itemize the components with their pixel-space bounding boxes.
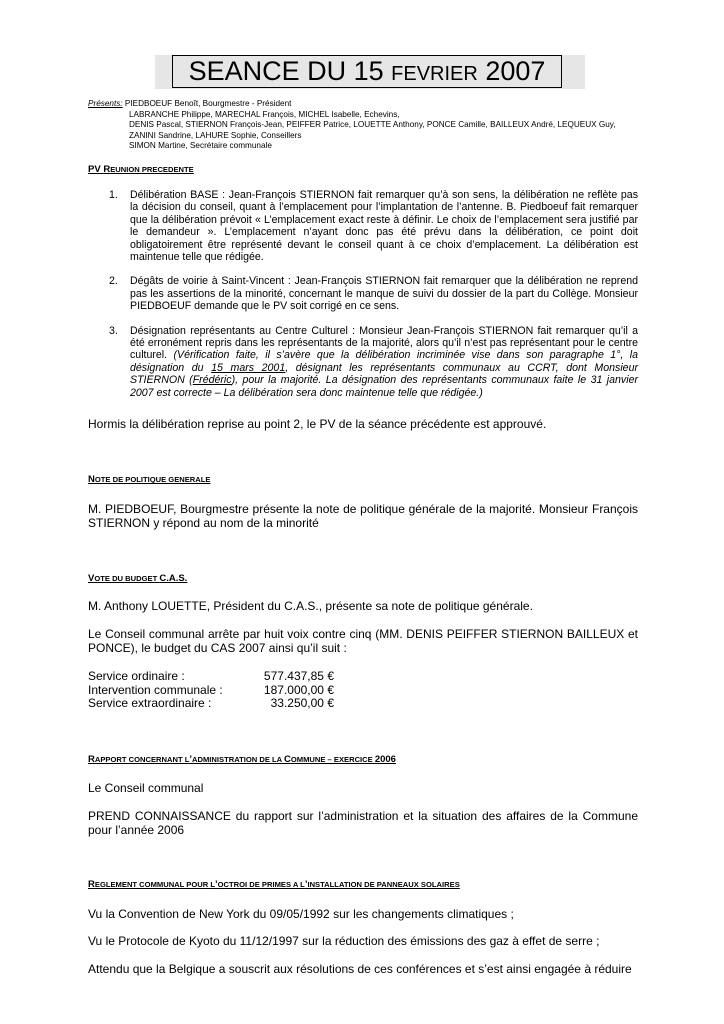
reglement-paragraph-3: Attendu que la Belgique a souscrit aux résolutions de ces conférences et s’est ainsi engagée à réduire	[88, 962, 632, 976]
section-heading-pv: PV REUNION PRECEDENTE	[88, 164, 194, 175]
budget-row: Service ordinaire : 577.437,85 €	[88, 669, 334, 683]
section-heading-rapport: RAPPORT CONCERNANT L’ADMINISTRATION DE LA COMMUNE – EXERCICE 2006	[88, 754, 396, 765]
list-item: 1. Délibération BASE : Jean-François STIERNON fait remarquer qu’à son sens, la délibération ne reflète pas la décision du conseil, quant à l’emplacement pour l’implantation de l’antenne. B. Piedboeuf fait remarquer que la délibération prévoit « L’emplacement exact reste à définir. Le choix de l’emplacement sera justifié par le demandeur ». L’emplacement n’ayant donc pas été prévu dans la délibération, ce point doit obligatoirement être représenté devant le conseil quant à ce choix d’emplacement. La délibération est maintenue telle que rédigée.	[109, 189, 638, 264]
reglement-paragraph-2: Vu le Protocole de Kyoto du 11/12/1997 sur la réduction des émissions des gaz à effet de serre ;	[88, 934, 600, 948]
budget-table	[88, 670, 334, 711]
attendance-block: Présents: PIEDBOEUF Benoît, Bourgmestre - Président LABRANCHE Philippe, MARECHAL François, MICHEL Isabelle, Echevins, DENIS Pascal, STIERNON François-Jean, PEIFFER Patrice, LOUETTE Anthony, PONCE Camille, BAILLEUX André, LEQUEUX Guy, ZANINI Sandrine, LAHURE Sophie, Conseillers SIMON Martine, Secrétaire communale	[88, 99, 616, 150]
list-item: 2. Dégâts de voirie à Saint-Vincent : Jean-François STIERNON fait remarquer que la délibération ne reprend pas les assertions de la minorité, concernant le manque de suivi du dossier de la part du Collège. Monsieur PIEDBOEUF demande que le PV soit corrigé en ce sens.	[109, 275, 638, 313]
section-heading-reglement: REGLEMENT COMMUNAL POUR L’OCTROI DE PRIMES A L’INSTALLATION DE PANNEAUX SOLAIRES	[88, 879, 460, 890]
pv-list	[88, 189, 638, 399]
rapport-paragraph-1: Le Conseil communal	[88, 781, 204, 795]
section-heading-vote: VOTE DU BUDGET C.A.S.	[88, 573, 188, 584]
note-paragraph: M. PIEDBOEUF, Bourgmestre présente la note de politique générale de la majorité. Monsieur François STIERNON y répond au nom de la minorité	[88, 502, 638, 531]
list-item: 3. Désignation représentants au Centre Culturel : Monsieur Jean-François STIERNON fait remarquer qu’il a été erronément repris dans les représentants de la majorité, alors qu’il n’est pas représentant pour le centre culturel. (Vérification faite, il s’avère que la délibération incriminée vise dans son paragraphe 1°, la désignation du 15 mars 2001, désignant les représentants communaux au CCRT, dont Monsieur STIERNON (Frédéric), pour la majorité. La désignation des représentants communaux faite le 31 janvier 2007 est correcte – La délibération sera donc maintenue telle que rédigée.)	[109, 324, 638, 399]
page-title: SEANCE DU 15 FEVRIER 2007	[172, 55, 562, 88]
cas-paragraph-1: M. Anthony LOUETTE, Président du C.A.S., présente sa note de politique générale.	[88, 599, 533, 613]
attendance-label: Présents:	[88, 99, 123, 108]
budget-row: Intervention communale : 187.000,00 €	[88, 682, 334, 697]
budget-row: Service extraordinaire : 33.250,00 €	[88, 696, 334, 710]
section-heading-note: NOTE DE POLITIQUE GENERALE	[88, 474, 211, 485]
cas-paragraph-2: Le Conseil communal arrête par huit voix contre cinq (MM. DENIS PEIFFER STIERNON BAILLEUX et PONCE), le budget du CAS 2007 ainsi qu’il suit :	[88, 627, 638, 656]
pv-approval-text: Hormis la délibération reprise au point 2, le PV de la séance précédente est approuvé.	[88, 417, 547, 431]
rapport-paragraph-2: PREND CONNAISSANCE du rapport sur l’administration et la situation des affaires de la Commune pour l’année 2006	[88, 809, 638, 838]
reglement-paragraph-1: Vu la Convention de New York du 09/05/1992 sur les changements climatiques ;	[88, 907, 514, 921]
